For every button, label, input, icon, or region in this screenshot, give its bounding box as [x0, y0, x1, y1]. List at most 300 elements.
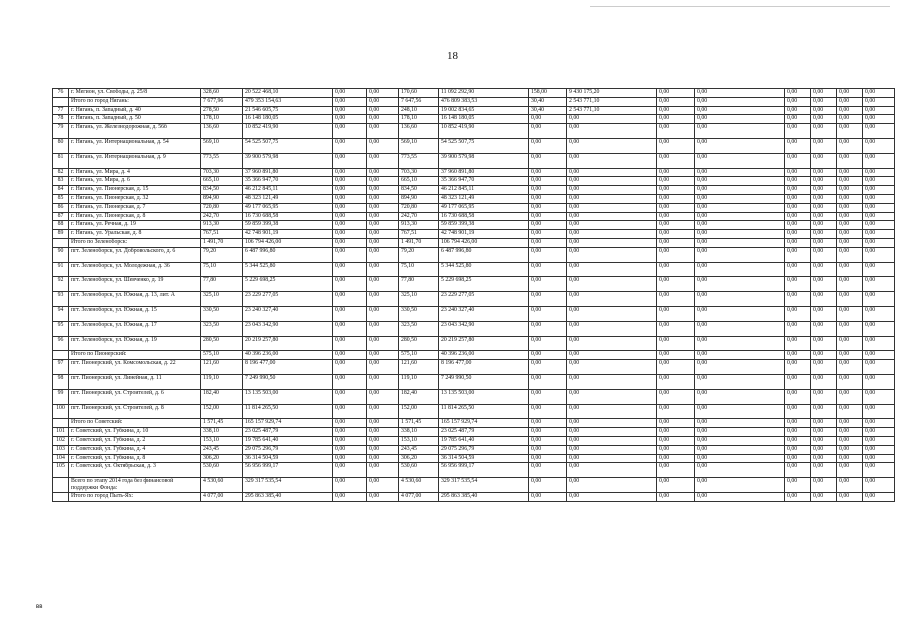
cell-area-4: 0,00: [657, 292, 695, 307]
cell-area-4: 0,00: [657, 306, 695, 321]
cell-area-2: 7 647,56: [399, 97, 439, 106]
cell-area: 4 530,60: [201, 478, 243, 493]
cell-area-2: 75,10: [399, 262, 439, 277]
cell-col-t3: 0,00: [837, 106, 863, 115]
cell-col-z1: 0,00: [333, 419, 367, 428]
cell-col-t2: 0,00: [811, 212, 837, 221]
cell-col-t1: 0,00: [785, 153, 811, 168]
cell-address: г. Советский, ул. Октябрьская, д. 3: [69, 463, 201, 478]
cell-cost-2: 13 135 503,00: [439, 389, 529, 404]
table-row: [53, 106, 895, 115]
cell-cost-3: 0,00: [567, 360, 657, 375]
cell-cost-2: 11 092 292,90: [439, 89, 529, 98]
cell-col-z1: 0,00: [333, 203, 367, 212]
cell-row-number: 94: [53, 306, 69, 321]
cell-cost-4: 0,00: [695, 168, 785, 177]
cell-cost-4: 0,00: [695, 221, 785, 230]
cell-area-4: 0,00: [657, 478, 695, 493]
cell-col-t1: 0,00: [785, 97, 811, 106]
cell-total-cost: 106 794 426,00: [243, 238, 333, 247]
cell-cost-4: 0,00: [695, 478, 785, 493]
cell-col-t3: 0,00: [837, 404, 863, 419]
cell-col-z2: 0,00: [367, 428, 399, 437]
cell-col-t2: 0,00: [811, 230, 837, 239]
cell-total-cost: 8 196 477,00: [243, 360, 333, 375]
cell-cost-2: 56 956 999,17: [439, 463, 529, 478]
cell-col-t4: 0,00: [863, 419, 895, 428]
cell-col-z1: 0,00: [333, 194, 367, 203]
cell-col-t3: 0,00: [837, 360, 863, 375]
cell-cost-4: 0,00: [695, 115, 785, 124]
table-row: [53, 404, 895, 419]
cell-total-cost: 49 177 065,95: [243, 203, 333, 212]
cell-area-3: 0,00: [529, 404, 567, 419]
cell-col-z2: 0,00: [367, 321, 399, 336]
cell-col-t4: 0,00: [863, 212, 895, 221]
cell-row-number: 81: [53, 153, 69, 168]
cell-area-4: 0,00: [657, 428, 695, 437]
scan-artifact-line: [590, 6, 890, 7]
cell-col-z2: 0,00: [367, 138, 399, 153]
cell-cost-3: 0,00: [567, 463, 657, 478]
cell-col-z1: 0,00: [333, 321, 367, 336]
table-row: [53, 203, 895, 212]
cell-col-t1: 0,00: [785, 492, 811, 501]
cell-col-t3: 0,00: [837, 445, 863, 454]
cell-col-t3: 0,00: [837, 478, 863, 493]
cell-col-t4: 0,00: [863, 374, 895, 389]
cell-cost-3: 0,00: [567, 221, 657, 230]
cell-area: 338,10: [201, 428, 243, 437]
cell-area-2: 1 491,70: [399, 238, 439, 247]
cell-address: пгт. Пионерский, ул. Комсомольская, д. 22: [69, 360, 201, 375]
cell-cost-4: 0,00: [695, 277, 785, 292]
cell-row-number: 104: [53, 454, 69, 463]
cell-area-2: 1 571,45: [399, 419, 439, 428]
cell-col-z1: 0,00: [333, 186, 367, 195]
cell-cost-2: 46 212 845,11: [439, 186, 529, 195]
cell-address: г. Советский, ул. Губкина, д. 8: [69, 454, 201, 463]
table-row: [53, 419, 895, 428]
cell-area: 773,55: [201, 153, 243, 168]
cell-col-z1: 0,00: [333, 106, 367, 115]
cell-col-t1: 0,00: [785, 436, 811, 445]
cell-col-t3: 0,00: [837, 389, 863, 404]
cell-col-z1: 0,00: [333, 89, 367, 98]
cell-cost-2: 16 148 180,05: [439, 115, 529, 124]
cell-area: 325,10: [201, 292, 243, 307]
cell-address: г. Нягань, ул. Пионерская, д. 32: [69, 194, 201, 203]
cell-col-z2: 0,00: [367, 247, 399, 262]
cell-address: г. Нягань, п. Западный, д. 40: [69, 106, 201, 115]
cell-col-t2: 0,00: [811, 389, 837, 404]
cell-col-z1: 0,00: [333, 389, 367, 404]
cell-col-t1: 0,00: [785, 212, 811, 221]
cell-area-2: 4 530,60: [399, 478, 439, 493]
cell-cost-4: 0,00: [695, 124, 785, 139]
cell-col-z2: 0,00: [367, 153, 399, 168]
cell-cost-3: 0,00: [567, 321, 657, 336]
cell-col-t3: 0,00: [837, 336, 863, 351]
cell-area-4: 0,00: [657, 177, 695, 186]
cell-col-z2: 0,00: [367, 168, 399, 177]
cell-cost-4: 0,00: [695, 212, 785, 221]
cell-col-t1: 0,00: [785, 389, 811, 404]
cell-cost-3: 0,00: [567, 419, 657, 428]
cell-col-t2: 0,00: [811, 454, 837, 463]
cell-cost-3: 0,00: [567, 292, 657, 307]
cell-total-cost: 479 353 154,63: [243, 97, 333, 106]
cell-col-t1: 0,00: [785, 194, 811, 203]
cell-row-number: 78: [53, 115, 69, 124]
cell-area-4: 0,00: [657, 374, 695, 389]
cell-cost-3: 0,00: [567, 428, 657, 437]
cell-address: г. Нягань, ул. Мира, д. 4: [69, 168, 201, 177]
cell-col-t4: 0,00: [863, 360, 895, 375]
cell-cost-4: 0,00: [695, 492, 785, 501]
cell-col-t1: 0,00: [785, 89, 811, 98]
cell-col-t2: 0,00: [811, 292, 837, 307]
cell-area: 153,10: [201, 436, 243, 445]
cell-cost-3: 0,00: [567, 454, 657, 463]
cell-cost-2: 329 317 535,54: [439, 478, 529, 493]
cell-area-3: 30,40: [529, 97, 567, 106]
cell-row-number: [53, 97, 69, 106]
cell-area: 530,60: [201, 463, 243, 478]
cell-cost-4: 0,00: [695, 374, 785, 389]
cell-address: Всего по этапу 2014 года без финансовой поддержки Фонда:: [69, 478, 201, 493]
cell-area: 7 677,96: [201, 97, 243, 106]
cell-area: 4 077,00: [201, 492, 243, 501]
cell-col-z2: 0,00: [367, 230, 399, 239]
cell-row-number: [53, 351, 69, 360]
cell-col-z2: 0,00: [367, 360, 399, 375]
cell-col-t2: 0,00: [811, 153, 837, 168]
cell-col-z2: 0,00: [367, 445, 399, 454]
cell-cost-2: 39 900 579,98: [439, 153, 529, 168]
cell-col-t4: 0,00: [863, 463, 895, 478]
cell-cost-3: 0,00: [567, 262, 657, 277]
table-row: [53, 212, 895, 221]
cell-col-t3: 0,00: [837, 436, 863, 445]
cell-area-4: 0,00: [657, 404, 695, 419]
cell-col-t2: 0,00: [811, 203, 837, 212]
table-row: [53, 321, 895, 336]
cell-address: пгт. Зеленоборск, ул. Добровольского, д. 6: [69, 247, 201, 262]
cell-area-2: 306,20: [399, 454, 439, 463]
cell-row-number: 77: [53, 106, 69, 115]
cell-col-z2: 0,00: [367, 478, 399, 493]
cell-area-2: 280,50: [399, 336, 439, 351]
cell-row-number: 91: [53, 262, 69, 277]
cell-total-cost: 36 314 504,59: [243, 454, 333, 463]
cell-row-number: 90: [53, 247, 69, 262]
cell-area: 278,50: [201, 106, 243, 115]
cell-col-t2: 0,00: [811, 168, 837, 177]
cell-col-t4: 0,00: [863, 454, 895, 463]
cell-cost-2: 5 344 525,80: [439, 262, 529, 277]
cell-cost-2: 19 785 641,40: [439, 436, 529, 445]
cell-cost-2: 165 157 929,74: [439, 419, 529, 428]
cell-area: 182,40: [201, 389, 243, 404]
cell-area-3: 0,00: [529, 153, 567, 168]
cell-col-t2: 0,00: [811, 321, 837, 336]
cell-area-4: 0,00: [657, 419, 695, 428]
cell-area-2: 703,30: [399, 168, 439, 177]
cell-cost-2: 23 043 342,90: [439, 321, 529, 336]
cell-col-t1: 0,00: [785, 168, 811, 177]
cell-col-z2: 0,00: [367, 436, 399, 445]
cell-col-t3: 0,00: [837, 177, 863, 186]
cell-col-z2: 0,00: [367, 419, 399, 428]
cell-col-t1: 0,00: [785, 478, 811, 493]
cell-col-t1: 0,00: [785, 351, 811, 360]
cell-area-3: 158,00: [529, 89, 567, 98]
table-row: [53, 436, 895, 445]
cell-area-2: 178,10: [399, 115, 439, 124]
cell-area-3: 0,00: [529, 428, 567, 437]
cell-address: Итого по город Пыть-Ях:: [69, 492, 201, 501]
cell-row-number: [53, 419, 69, 428]
table-row: [53, 292, 895, 307]
cell-area: 243,45: [201, 445, 243, 454]
cell-cost-4: 0,00: [695, 436, 785, 445]
cell-col-t2: 0,00: [811, 351, 837, 360]
cell-area-2: 894,90: [399, 194, 439, 203]
cell-col-t1: 0,00: [785, 292, 811, 307]
cell-col-t3: 0,00: [837, 138, 863, 153]
table-row: [53, 115, 895, 124]
cell-area-2: 773,55: [399, 153, 439, 168]
table-row: [53, 454, 895, 463]
cell-col-z1: 0,00: [333, 262, 367, 277]
cell-cost-3: 0,00: [567, 238, 657, 247]
cell-address: пгт. Зеленоборск, ул. Шевченко, д. 19: [69, 277, 201, 292]
cell-address: Итого по Советский:: [69, 419, 201, 428]
cell-area-3: 0,00: [529, 238, 567, 247]
cell-col-t4: 0,00: [863, 492, 895, 501]
cell-cost-4: 0,00: [695, 389, 785, 404]
cell-col-t3: 0,00: [837, 230, 863, 239]
cell-col-t3: 0,00: [837, 306, 863, 321]
cell-cost-3: 0,00: [567, 247, 657, 262]
cell-cost-4: 0,00: [695, 428, 785, 437]
cell-cost-3: 0,00: [567, 230, 657, 239]
cell-col-t2: 0,00: [811, 277, 837, 292]
cell-area-3: 0,00: [529, 445, 567, 454]
cell-col-t4: 0,00: [863, 238, 895, 247]
cell-cost-4: 0,00: [695, 404, 785, 419]
cell-col-t4: 0,00: [863, 106, 895, 115]
cell-col-t3: 0,00: [837, 238, 863, 247]
cell-area: 306,20: [201, 454, 243, 463]
cell-row-number: [53, 492, 69, 501]
cell-cost-3: 0,00: [567, 306, 657, 321]
cell-area-4: 0,00: [657, 360, 695, 375]
cell-cost-4: 0,00: [695, 194, 785, 203]
cell-cost-4: 0,00: [695, 238, 785, 247]
cell-address: пгт. Пионерский, ул. Строителей, д. 8: [69, 404, 201, 419]
cell-area-3: 0,00: [529, 454, 567, 463]
cell-col-z1: 0,00: [333, 138, 367, 153]
cell-address: г. Нягань, ул. Мира, д. 6: [69, 177, 201, 186]
cell-cost-4: 0,00: [695, 106, 785, 115]
cell-col-t1: 0,00: [785, 186, 811, 195]
cell-cost-3: 0,00: [567, 374, 657, 389]
cell-col-t3: 0,00: [837, 454, 863, 463]
cell-cost-3: 0,00: [567, 351, 657, 360]
cell-area: 1 571,45: [201, 419, 243, 428]
cell-address: пгт. Пионерский, ул. Линейная, д. 11: [69, 374, 201, 389]
cell-row-number: [53, 478, 69, 493]
cell-area-4: 0,00: [657, 194, 695, 203]
table-body: [53, 89, 895, 502]
cell-col-t1: 0,00: [785, 138, 811, 153]
cell-cost-4: 0,00: [695, 138, 785, 153]
cell-col-t3: 0,00: [837, 194, 863, 203]
table-row: [53, 306, 895, 321]
cell-row-number: 88: [53, 221, 69, 230]
cell-row-number: 79: [53, 124, 69, 139]
table-row: [53, 336, 895, 351]
cell-col-z1: 0,00: [333, 463, 367, 478]
cell-row-number: 83: [53, 177, 69, 186]
table-row: [53, 153, 895, 168]
cell-cost-3: 0,00: [567, 177, 657, 186]
cell-area: 894,90: [201, 194, 243, 203]
cell-cost-2: 295 863 385,40: [439, 492, 529, 501]
cell-area: 242,70: [201, 212, 243, 221]
cell-col-z2: 0,00: [367, 463, 399, 478]
cell-col-t3: 0,00: [837, 124, 863, 139]
cell-row-number: 76: [53, 89, 69, 98]
cell-area: 575,10: [201, 351, 243, 360]
cell-area: 280,50: [201, 336, 243, 351]
cell-area-3: 0,00: [529, 374, 567, 389]
cell-cost-4: 0,00: [695, 419, 785, 428]
cell-col-z1: 0,00: [333, 445, 367, 454]
cell-col-z2: 0,00: [367, 351, 399, 360]
cell-area-4: 0,00: [657, 203, 695, 212]
cell-area: 121,60: [201, 360, 243, 375]
cell-col-t4: 0,00: [863, 115, 895, 124]
cell-col-t3: 0,00: [837, 262, 863, 277]
cell-area-3: 0,00: [529, 186, 567, 195]
cell-area: 75,10: [201, 262, 243, 277]
cell-col-t2: 0,00: [811, 247, 837, 262]
table-row: [53, 138, 895, 153]
cell-area-2: 330,50: [399, 306, 439, 321]
page-number: 18: [447, 50, 458, 62]
cell-col-z2: 0,00: [367, 221, 399, 230]
cell-area-4: 0,00: [657, 463, 695, 478]
cell-area-3: 0,00: [529, 262, 567, 277]
cell-area-2: 153,10: [399, 436, 439, 445]
cell-col-t4: 0,00: [863, 351, 895, 360]
cell-area-4: 0,00: [657, 212, 695, 221]
cell-col-t1: 0,00: [785, 106, 811, 115]
cell-area-2: 767,51: [399, 230, 439, 239]
cell-col-z1: 0,00: [333, 306, 367, 321]
cell-col-z1: 0,00: [333, 492, 367, 501]
cell-area-4: 0,00: [657, 168, 695, 177]
cell-area: 77,80: [201, 277, 243, 292]
cell-cost-4: 0,00: [695, 336, 785, 351]
cell-cost-2: 49 177 065,95: [439, 203, 529, 212]
cell-col-t4: 0,00: [863, 262, 895, 277]
cell-row-number: 85: [53, 194, 69, 203]
cell-cost-2: 54 525 507,75: [439, 138, 529, 153]
cell-area: 720,80: [201, 203, 243, 212]
cell-cost-4: 0,00: [695, 445, 785, 454]
cell-area-2: 338,10: [399, 428, 439, 437]
cell-total-cost: 20 219 257,80: [243, 336, 333, 351]
cell-area-3: 0,00: [529, 463, 567, 478]
cell-col-z2: 0,00: [367, 186, 399, 195]
cell-row-number: 96: [53, 336, 69, 351]
cell-total-cost: 56 956 999,17: [243, 463, 333, 478]
cell-area-2: 665,10: [399, 177, 439, 186]
cell-total-cost: 10 852 419,90: [243, 124, 333, 139]
cell-col-z2: 0,00: [367, 194, 399, 203]
cell-area-2: 182,40: [399, 389, 439, 404]
cell-total-cost: 29 075 296,79: [243, 445, 333, 454]
cell-col-t2: 0,00: [811, 186, 837, 195]
cell-area-3: 0,00: [529, 336, 567, 351]
cell-area-3: 0,00: [529, 124, 567, 139]
cell-total-cost: 35 366 947,70: [243, 177, 333, 186]
cell-area-4: 0,00: [657, 262, 695, 277]
cell-total-cost: 329 317 535,54: [243, 478, 333, 493]
cell-area-3: 0,00: [529, 168, 567, 177]
cell-address: г. Нягань, ул. Уральская, д. 8: [69, 230, 201, 239]
cell-cost-4: 0,00: [695, 247, 785, 262]
table-row: [53, 463, 895, 478]
cell-col-t1: 0,00: [785, 230, 811, 239]
cell-cost-2: 23 240 327,40: [439, 306, 529, 321]
cell-col-z1: 0,00: [333, 97, 367, 106]
cell-cost-4: 0,00: [695, 186, 785, 195]
cell-row-number: 102: [53, 436, 69, 445]
cell-area-4: 0,00: [657, 221, 695, 230]
cell-cost-3: 0,00: [567, 186, 657, 195]
cell-address: Итого по город Нягань:: [69, 97, 201, 106]
cell-area: 834,50: [201, 186, 243, 195]
cell-col-t4: 0,00: [863, 186, 895, 195]
cell-total-cost: 16 730 688,58: [243, 212, 333, 221]
cell-address: Итого по Зеленоборск:: [69, 238, 201, 247]
cell-col-t4: 0,00: [863, 138, 895, 153]
cell-cost-2: 29 075 296,79: [439, 445, 529, 454]
cell-area-3: 0,00: [529, 351, 567, 360]
cell-col-t1: 0,00: [785, 360, 811, 375]
cell-col-t1: 0,00: [785, 336, 811, 351]
table-row: [53, 247, 895, 262]
cell-area-3: 0,00: [529, 478, 567, 493]
cell-row-number: 101: [53, 428, 69, 437]
cell-area-3: 0,00: [529, 115, 567, 124]
cell-col-t1: 0,00: [785, 306, 811, 321]
cell-col-z1: 0,00: [333, 436, 367, 445]
cell-cost-2: 42 748 901,19: [439, 230, 529, 239]
cell-area: 703,30: [201, 168, 243, 177]
cell-col-z1: 0,00: [333, 212, 367, 221]
cell-area: 330,50: [201, 306, 243, 321]
cell-cost-2: 476 809 383,53: [439, 97, 529, 106]
cell-area-4: 0,00: [657, 454, 695, 463]
cell-area-2: 530,60: [399, 463, 439, 478]
cell-cost-2: 23 025 487,79: [439, 428, 529, 437]
